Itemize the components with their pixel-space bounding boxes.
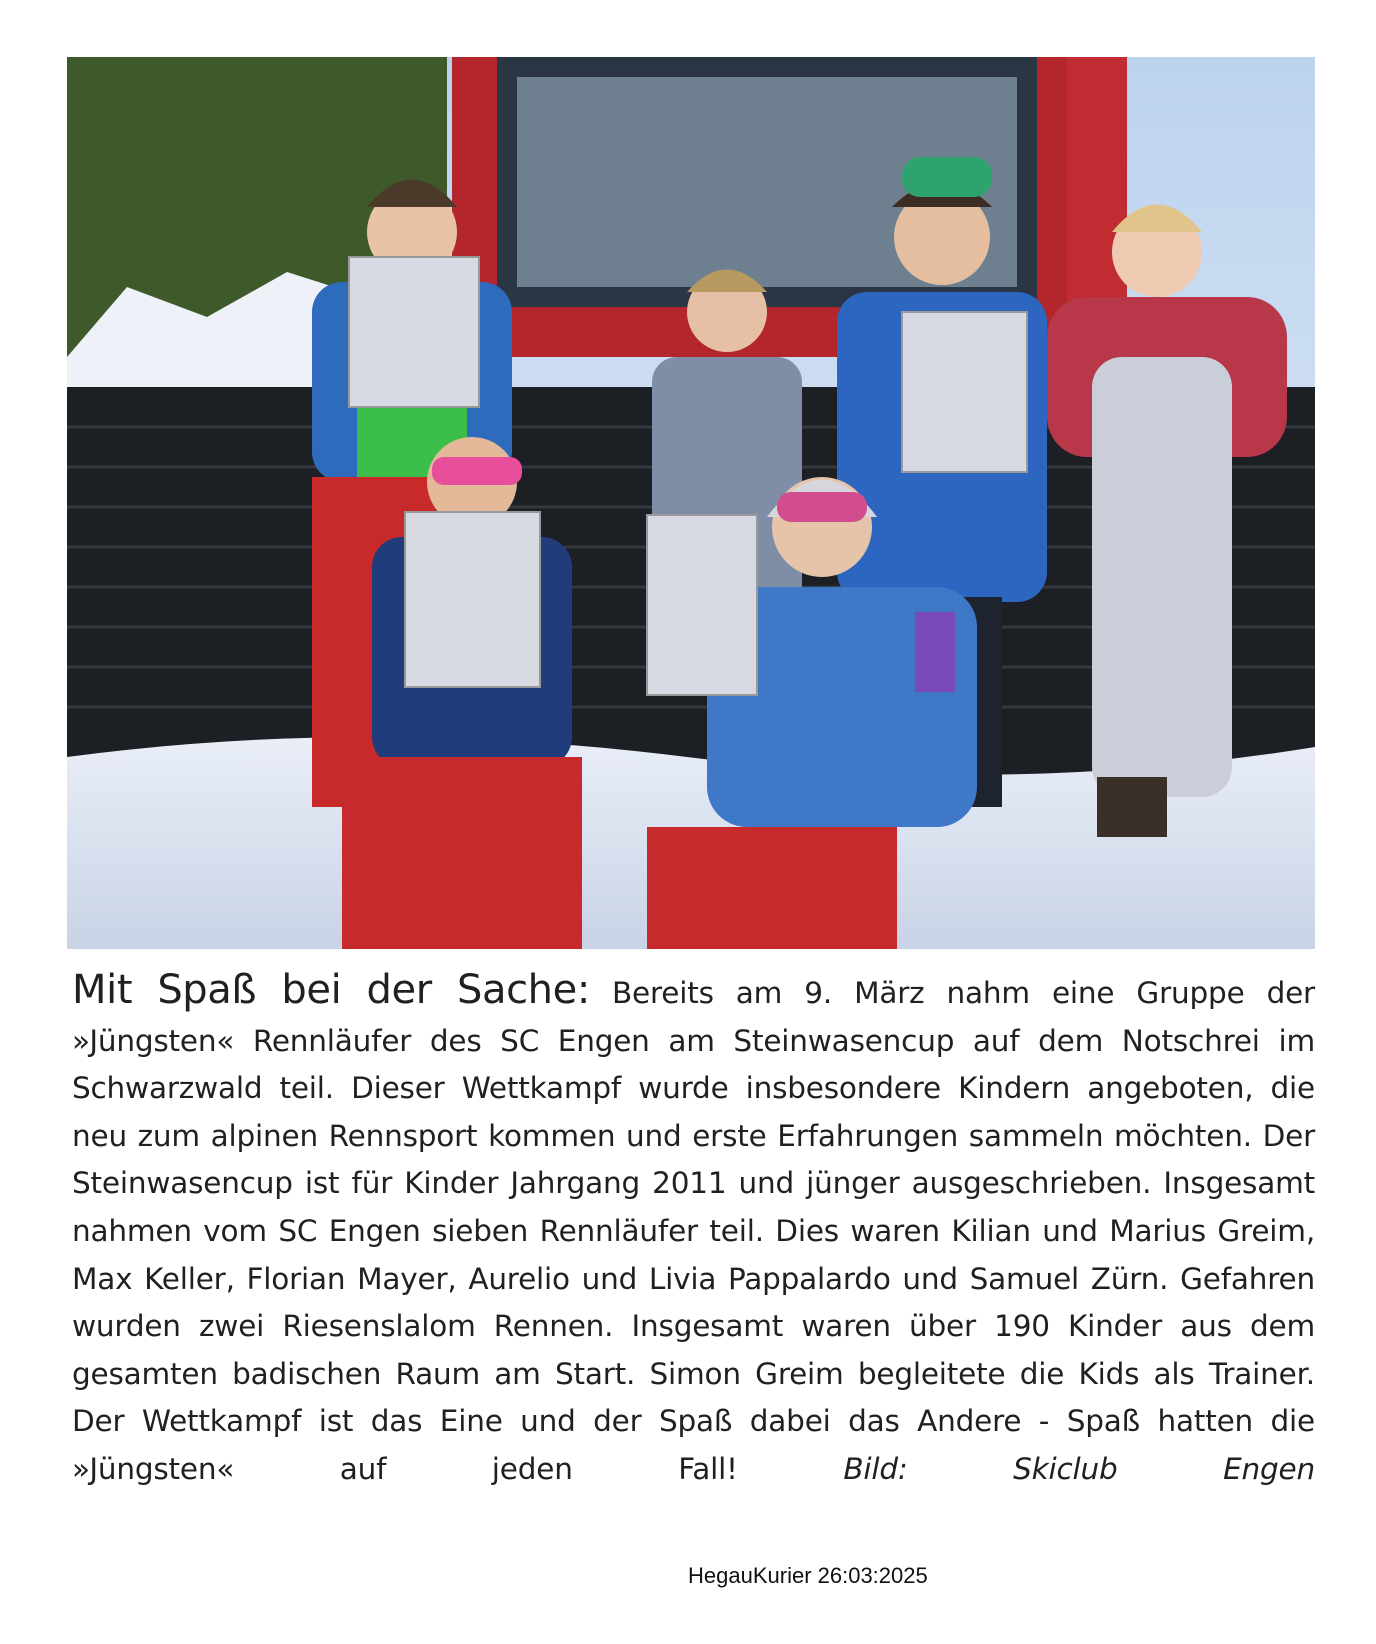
article-headline: Mit Spaß bei der Sache: [72, 967, 590, 1013]
publication-source: HegauKurier 26:03:2025 [688, 1563, 928, 1588]
photo-credit: Bild: Skiclub Engen [843, 1451, 1315, 1486]
article-text [72, 967, 1315, 1494]
article-photo [67, 57, 1315, 949]
group-photo-icon [67, 57, 1315, 949]
article-body: Bereits am 9. März nahm eine Gruppe der »Jüngsten« Rennläufer des SC Engen am Steinwasencup auf dem Notschrei im Schwarzwald teil. Dieser Wettkampf wurde insbesondere Kindern angeboten, die neu zum alpinen Rennsport kommen und erste Erfahrungen sammeln möchten. Der Steinwasencup ist für Kinder Jahrgang 2011 und jünger ausgeschrieben. Insgesamt nahmen vom SC Engen sieben Rennläufer teil. Dies waren Kilian und Marius Greim, Max Keller, Florian Mayer, Aurelio und Livia Pappalardo und Samuel Zürn. Gefahren wurden zwei Riesenslalom Rennen. Insgesamt waren über 190 Kinder aus dem gesamten badischen Raum am Start. Simon Greim begleitete die Kids als Trainer. Der Wettkampf ist das Eine und der Spaß dabei das Andere - Spaß hatten die »Jüngsten« auf jeden Fall! [72, 976, 1315, 1486]
